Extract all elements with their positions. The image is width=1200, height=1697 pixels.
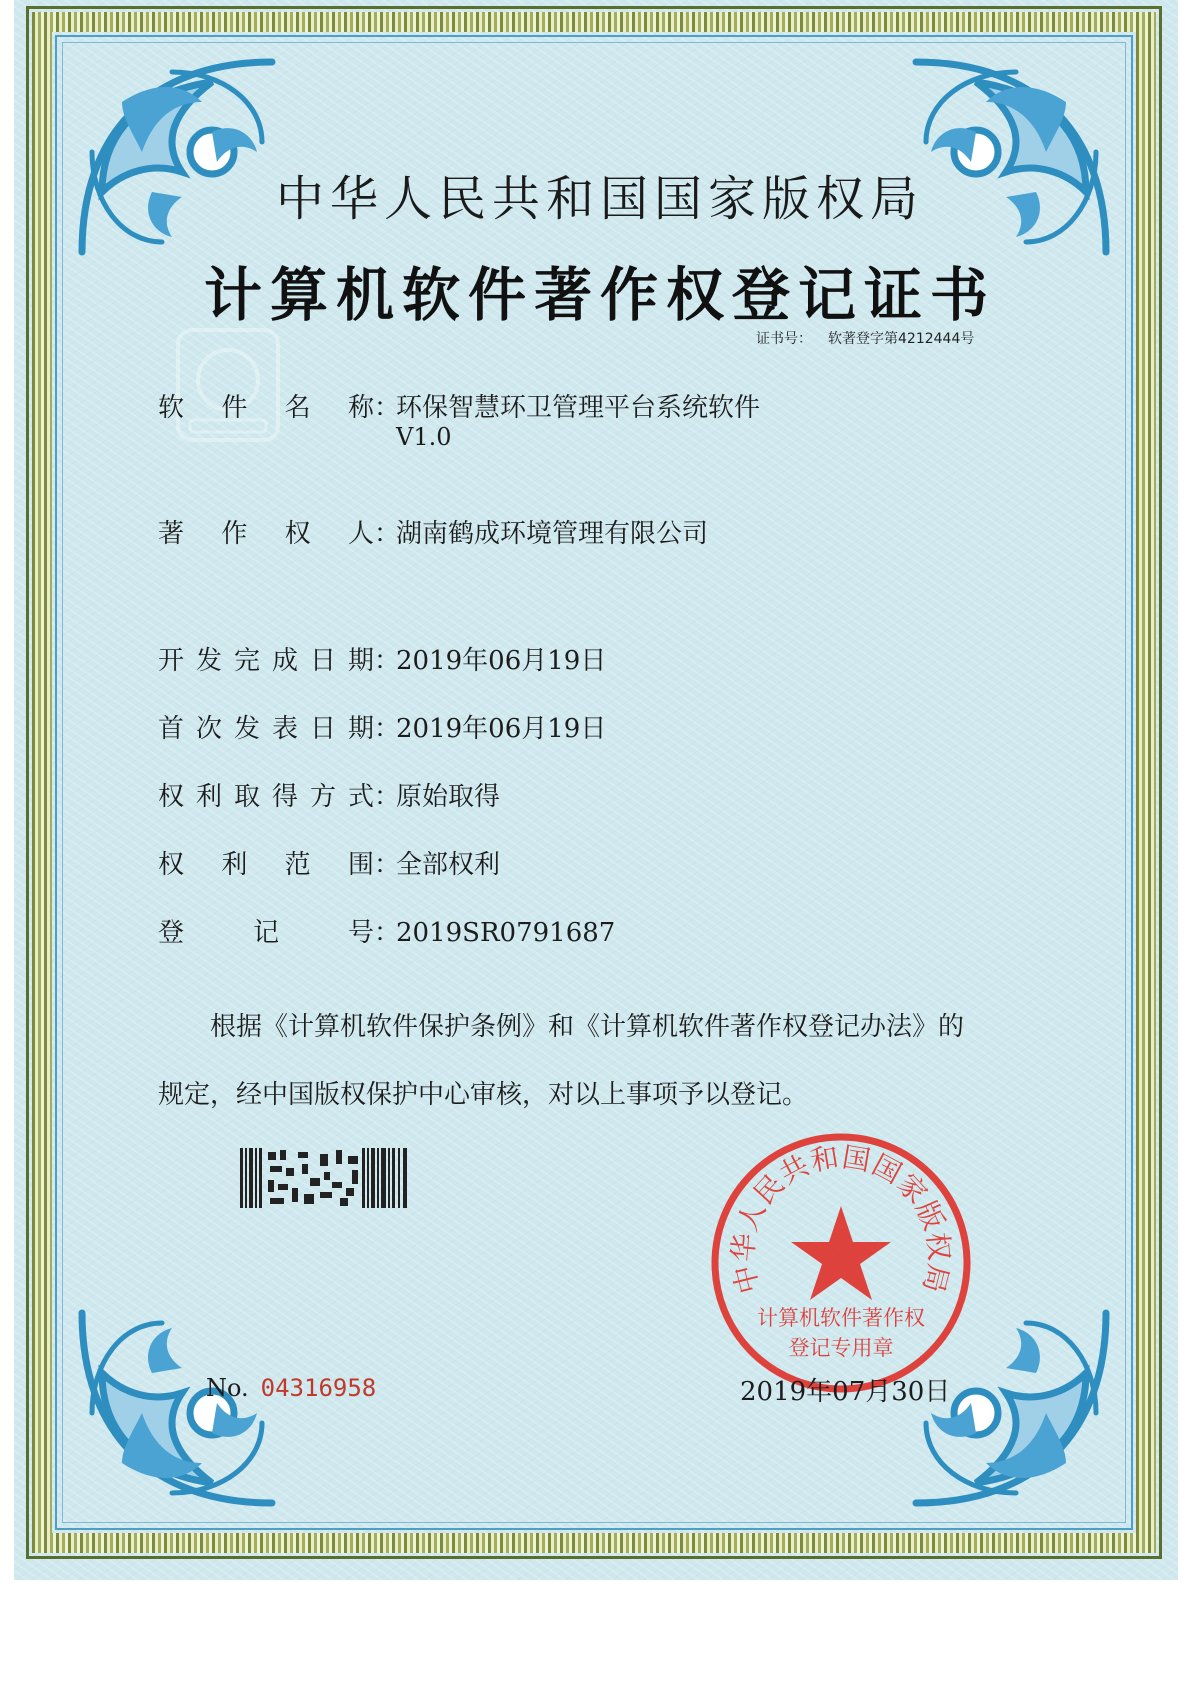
field-rights-scope — [158, 844, 500, 881]
field-label: 著作权人 — [158, 519, 374, 549]
corner-ornament-top-right — [896, 42, 1126, 272]
field-software-name — [158, 387, 760, 424]
certificate-title: 计算机软件著作权登记证书 — [203, 261, 996, 329]
field-development-date — [158, 640, 606, 677]
issue-date: 2019年07月30日 — [740, 1377, 951, 1407]
field-colon: ： — [374, 714, 401, 744]
field-copyright-owner — [158, 513, 708, 550]
field-value: 2019SR0791687 — [396, 918, 616, 948]
statement-line-2: 规定，经中国版权保护中心审核，对以上事项予以登记。 — [158, 1080, 809, 1110]
field-label: 软件名称 — [158, 393, 374, 423]
field-value: 全部权利 — [396, 850, 501, 880]
field-colon: ： — [374, 393, 401, 423]
corner-ornament-bottom-left — [62, 1293, 292, 1523]
watermark-emblem — [168, 320, 288, 450]
field-label: 权利范围 — [158, 850, 374, 880]
field-value: 2019年06月19日 — [396, 714, 607, 744]
field-label: 开发完成日期 — [158, 646, 374, 676]
seal-arc-text: 中华人民共和国国家版权局 — [726, 1140, 956, 1297]
field-first-publication-date — [158, 708, 606, 745]
seal-line-2: 登记专用章 — [788, 1336, 894, 1360]
field-value: 湖南鹤成环境管理有限公司 — [396, 519, 709, 549]
issuing-authority: 中华人民共和国国家版权局 — [275, 171, 924, 227]
field-colon: ： — [374, 918, 401, 948]
seal-line-1: 计算机软件著作权 — [757, 1306, 925, 1330]
field-acquisition-method — [158, 776, 500, 813]
serial-value: 04316958 — [260, 1374, 377, 1402]
field-colon: ： — [374, 782, 401, 812]
seal-star-icon — [791, 1206, 891, 1300]
field-registration-number — [158, 912, 615, 949]
field-colon: ： — [374, 646, 401, 676]
barcode — [240, 1148, 410, 1208]
field-label: 登记号 — [158, 918, 374, 948]
certificate-number — [756, 328, 990, 348]
field-colon: ： — [374, 850, 401, 880]
corner-ornament-top-left — [62, 42, 292, 272]
serial-prefix: No. — [206, 1374, 249, 1402]
field-value: 环保智慧环卫管理平台系统软件 — [396, 393, 761, 423]
statement-line-1: 根据《计算机软件保护条例》和《计算机软件著作权登记办法》的 — [210, 1012, 965, 1042]
field-value: 原始取得 — [396, 782, 501, 812]
software-version: V1.0 — [396, 423, 452, 451]
certificate-number-label: 证书号： — [756, 331, 812, 347]
serial-number — [206, 1374, 376, 1402]
field-label: 首次发表日期 — [158, 714, 374, 744]
field-label: 权利取得方式 — [158, 782, 374, 812]
field-colon: ： — [374, 519, 401, 549]
field-value: 2019年06月19日 — [396, 646, 607, 676]
certificate-number-value: 软著登字第4212444号 — [828, 331, 975, 347]
